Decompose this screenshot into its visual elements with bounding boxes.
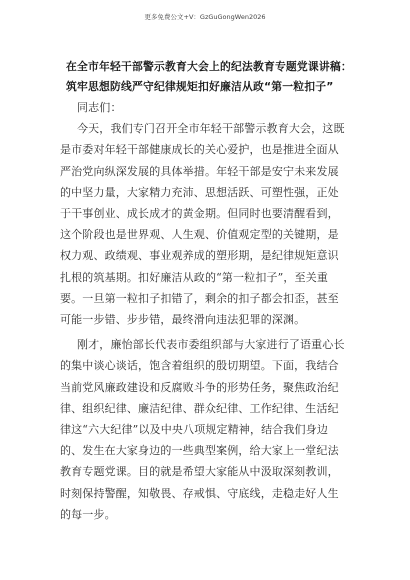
body-text-line: 要。一旦第一粒扣子扣错了，剩余的扣子都会扣歪，甚至 <box>60 292 339 305</box>
body-text-line: 的中坚力量，大家精力充沛、思想活跃、可塑性强，正处 <box>60 186 339 199</box>
body-text-line: 的集中谈心谈话，饱含着组织的殷切期望。下面，我结合 <box>60 359 339 372</box>
body-text-line: 教育专题党课。目的就是希望大家能从中汲取深刻教训， <box>60 465 339 478</box>
body-text-line: 严治党向纵深发展的具体举措。年轻干部是安宁未来发展 <box>60 165 339 178</box>
body-text-line: 律这“六大纪律”以及中央八项规定精神，结合我们身边 <box>60 423 328 436</box>
document-title-line-1: 在全市年轻干部警示教育大会上的纪法教育专题党课讲稿： <box>66 60 352 73</box>
body-text-line: 刚才，廉怡部长代表市委组织部与大家进行了语重心长 <box>77 338 345 351</box>
body-text-line: 是市委对年轻干部健康成长的关心爱护，也是推进全面从 <box>60 143 339 156</box>
header-note: 更多免费公文+V：GzGuGongWen2026 <box>144 13 266 21</box>
body-text-line: 权力观、政绩观、事业观养成的塑形期，是纪律规矩意识 <box>60 249 339 262</box>
body-text-line: 时刻保持警醒，知敬畏、存戒惧、守底线，走稳走好人生 <box>60 487 339 500</box>
body-text-line: 律、组织纪律、廉洁纪律、群众纪律、工作纪律、生活纪 <box>60 402 339 415</box>
salutation: 同志们： <box>77 101 122 114</box>
body-text-line: 的、发生在大家身边的一些典型案例，给大家上一堂纪法 <box>60 444 339 457</box>
body-text-line: 今天，我们专门召开全市年轻干部警示教育大会，这既 <box>77 122 345 135</box>
document-title-line-2: 筑牢思想防线严守纪律规矩扣好廉洁从政“第一粒扣子” <box>66 80 334 93</box>
body-text-line: 于干事创业、成长成才的黄金期。但同时也要清醒看到， <box>60 207 339 220</box>
body-text-line: 可能一步错、步步错，最终滑向违法犯罪的深渊。 <box>60 313 306 326</box>
body-text-line: 的每一步。 <box>60 508 116 521</box>
body-text-line: 这个阶段也是世界观、人生观、价值观定型的关键期，是 <box>60 228 339 241</box>
body-text-line: 扎根的筑基期。扣好廉洁从政的“第一粒扣子”，至关重 <box>60 271 328 284</box>
body-text-line: 当前党风廉政建设和反腐败斗争的形势任务，聚焦政治纪 <box>60 381 339 394</box>
